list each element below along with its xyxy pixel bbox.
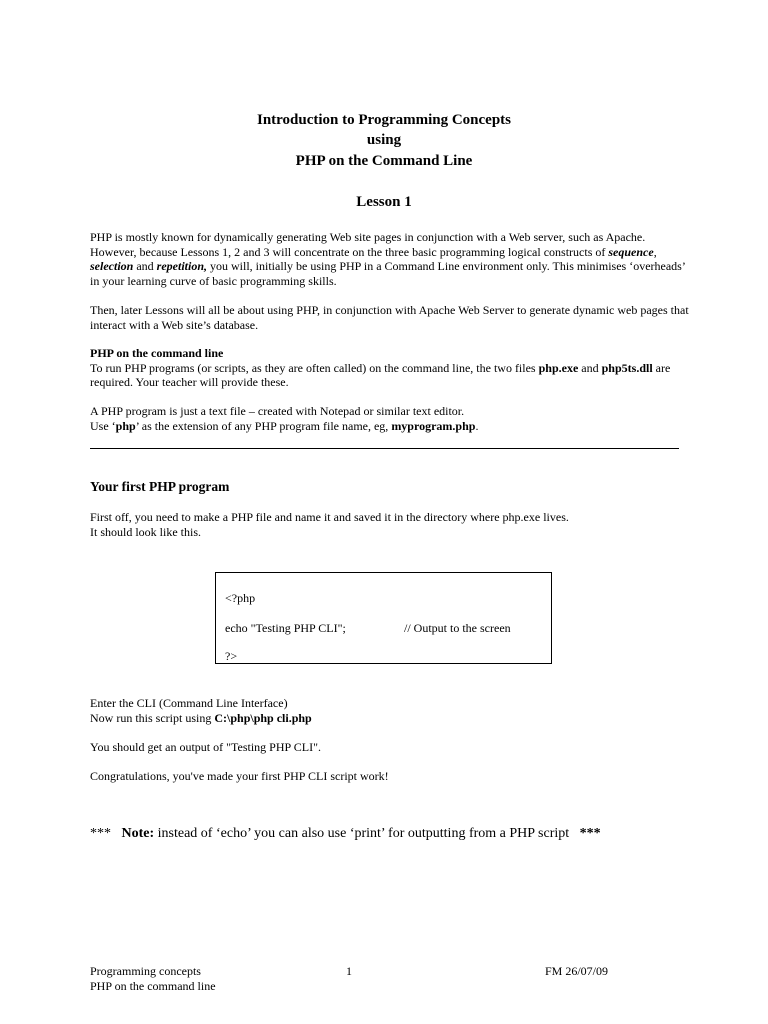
cmdline-text-a: To run PHP programs (or scripts, as they are often called) on the command line, the two files (90, 360, 539, 375)
code-close-tag: ?> (225, 649, 238, 663)
note-label: Note: (121, 826, 155, 841)
php-extension: php (115, 418, 136, 433)
section-divider (90, 448, 679, 449)
note-text: instead of ‘echo’ you can also use ‘print’ for outputting from a PHP script (154, 826, 570, 841)
document-title-line-3: PHP on the Command Line (295, 153, 473, 169)
congratulations-text: Congratulations, you've made your first PHP CLI script work! (90, 769, 389, 783)
php-program-paragraph (90, 404, 690, 433)
run-command: C:\php\php cli.php (214, 710, 312, 725)
use-text-a: Use ‘ (90, 418, 116, 433)
footer-left (90, 964, 216, 994)
code-open-tag: <?php (225, 591, 256, 605)
first-program-instructions (90, 510, 690, 539)
note-stars-open: *** (90, 826, 111, 841)
document-title-line-1: Introduction to Programming Concepts (256, 112, 512, 128)
footer-left-line-1: Programming concepts (90, 964, 201, 978)
footer-left-line-2: PHP on the command line (90, 979, 216, 993)
code-box (215, 572, 552, 664)
run-instructions (90, 696, 690, 725)
code-comment: // Output to the screen (404, 621, 511, 635)
document-title-line-2: using (366, 132, 402, 148)
intro-text-b: you will, initially be using PHP in a Command Line environment only. This minimises ‘overheads’ in your learning curve of basic programming skills. (90, 259, 685, 288)
note-stars-close: *** (579, 826, 601, 841)
output-text: You should get an output of "Testing PHP CLI". (90, 740, 321, 754)
use-text-c: . (475, 418, 479, 433)
footer-right: FM 26/07/09 (545, 964, 609, 978)
cmdline-heading: PHP on the command line (90, 346, 224, 360)
use-text-b: ’ as the extension of any PHP program file name, eg, (135, 418, 392, 433)
footer-page-number: 1 (346, 964, 352, 978)
term-selection: selection (90, 259, 134, 273)
intro-and: and (133, 259, 157, 273)
php-program-line-1: A PHP program is just a text file – created with Notepad or similar text editor. (90, 404, 465, 418)
first-program-heading: Your first PHP program (90, 479, 230, 494)
intro-paragraph-2: Then, later Lessons will all be about using PHP, in conjunction with Apache Web Server to generate dynamic web pages that interact with a Web site’s database. (90, 303, 689, 332)
file-php5ts-dll: php5ts.dll (601, 360, 653, 375)
term-repetition: repetition, (156, 259, 207, 273)
term-sequence: sequence (608, 244, 654, 259)
cmdline-section (90, 346, 690, 390)
cmdline-text-and: and (578, 360, 602, 375)
first-program-line-2: It should look like this. (90, 524, 201, 539)
file-php-exe: php.exe (538, 360, 579, 375)
note-line (90, 826, 601, 842)
run-line-1: Enter the CLI (Command Line Interface) (90, 696, 288, 710)
cmdline-text-b: are required. Your teacher will provide these. (90, 360, 671, 389)
intro-paragraph-1 (90, 230, 690, 288)
intro-comma: , (653, 244, 657, 259)
run-line-2: Now run this script using (90, 710, 215, 725)
intro-text-a: PHP is mostly known for dynamically generating Web site pages in conjunction with a Web server, such as Apache. However, because Lessons 1, 2 and 3 will concentrate on the three basic programming logical constructs of (90, 230, 646, 259)
first-program-line-1: First off, you need to make a PHP file and name it and saved it in the directory where php.exe lives. (90, 510, 569, 524)
code-echo-statement: echo "Testing PHP CLI"; (225, 621, 346, 635)
lesson-heading: Lesson 1 (356, 194, 412, 210)
example-filename: myprogram.php (391, 418, 476, 433)
